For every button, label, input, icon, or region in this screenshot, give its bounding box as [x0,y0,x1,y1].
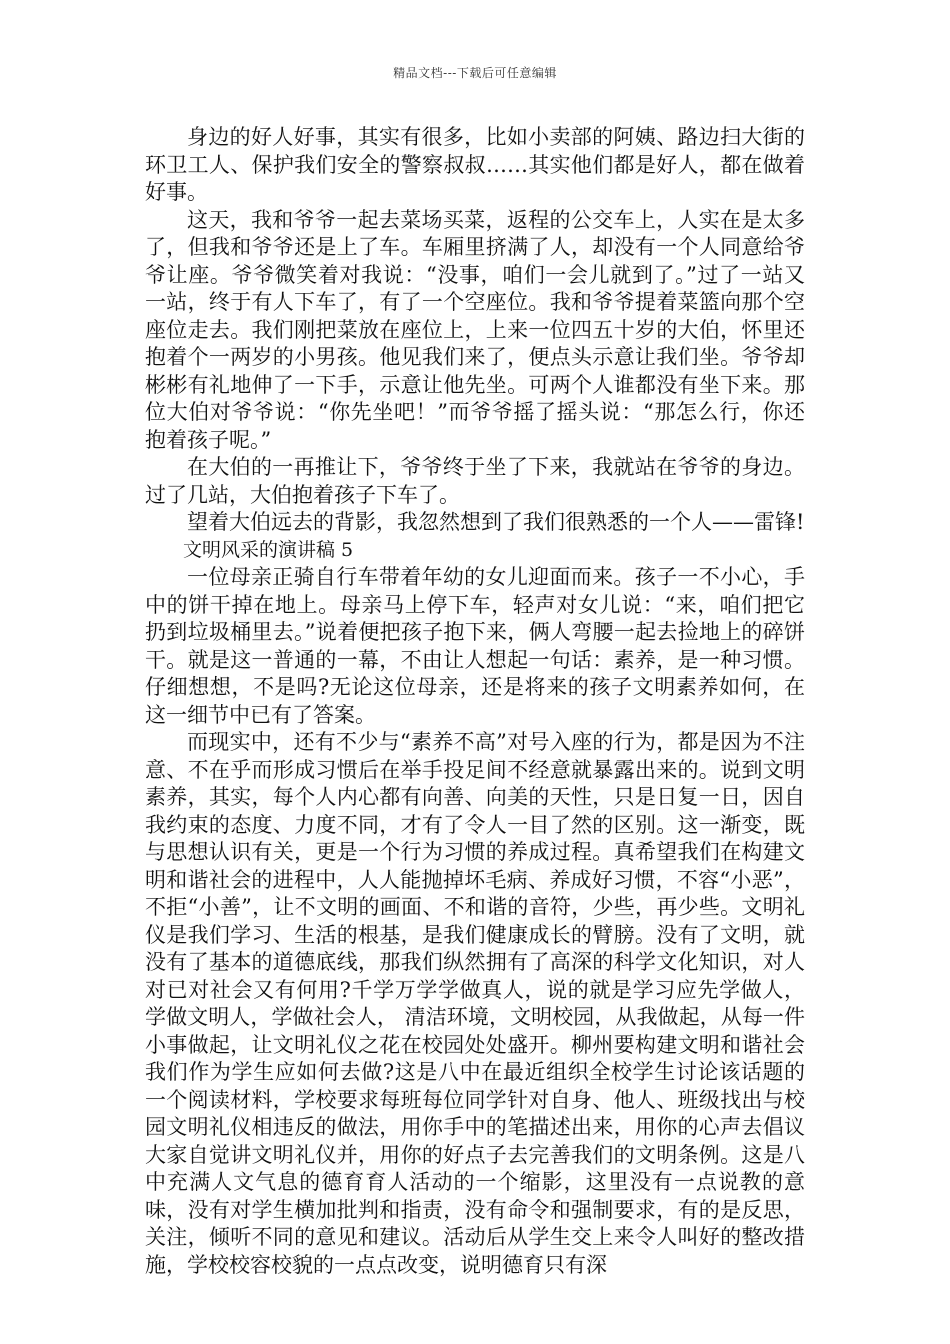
paragraph: 这天，我和爷爷一起去菜场买菜，返程的公交车上，人实在是太多了，但我和爷爷还是上了车。车厢里挤满了人，却没有一个人同意给爷爷让座。爷爷微笑着对我说：“没事，咱们一会儿就到了。”过了一站又一站，终于有人下车了，有了一个空座位。我和爷爷提着菜篮向那个空座位走去。我们刚把菜放在座位上，上来一位四五十岁的大伯，怀里还抱着个一两岁的小男孩。他见我们来了，便点头示意让我们坐。爷爷却彬彬有礼地伸了一下手，示意让他先坐。可两个人谁都没有坐下来。那位大伯对爷爷说：“你先坐吧！”而爷爷摇了摇头说：“那怎么行，你还抱着孩子呢。” [145,207,805,452]
paragraph: 一位母亲正骑自行车带着年幼的女儿迎面而来。孩子一不小心，手中的饼干掉在地上。母亲马上停下车，轻声对女儿说：“来，咱们把它扔到垃圾桶里去。”说着便把孩子抱下来，俩人弯腰一起去捡地上的碎饼干。就是这一普通的一幕，不由让人想起一句话：素养，是一种习惯。仔细想想，不是吗?无论这位母亲，还是将来的孩子文明素养如何，在这一细节中已有了答案。 [145,565,805,727]
section-title: 文明风采的演讲稿 5 [183,538,354,561]
page-header: 精品文档---下载后可任意编辑 [393,66,557,80]
paragraph: 身边的好人好事，其实有很多，比如小卖部的阿姨、路边扫大街的环卫工人、保护我们安全的警察叔叔……其实他们都是好人，都在做着好事。 [145,125,805,204]
paragraph: 而现实中，还有不少与“素养不高”对号入座的行为，都是因为不注意、不在乎而形成习惯后在举手投足间不经意就暴露出来的。说到文明素养，其实，每个人内心都有向善、向美的天性，只是日复一日，因自我约束的态度、力度不同，才有了令人一目了然的区别。这一渐变，既与思想认识有关，更是一个行为习惯的养成过程。真希望我们在构建文明和谐社会的进程中，人人能抛掉坏毛病、养成好习惯，不容“小恶”，不拒“小善”，让不文明的画面、不和谐的音符，少些，再少些。文明礼仪是我们学习、生活的根基，是我们健康成长的臂膀。没有了文明，就没有了基本的道德底线，那我们纵然拥有了高深的科学文化知识，对人对已对社会又有何用?千学万学学做真人，说的就是学习应先学做人，学做文明人，学做社会人， 清洁环境，文明校园，从我做起，从每一件小事做起，让文明礼仪之花在校园处处盛开。柳州要构建文明和谐社会我们作为学生应如何去做?这是八中在最近组织全校学生讨论该话题的一个阅读材料，学校要求每班每位同学针对自身、他人、班级找出与校园文明礼仪相违反的做法，用你手中的笔描述出来，用你的心声去倡议大家自觉讲文明礼仪并，用你的好点子去完善我们的文明条例。这是八中充满人文气息的德育育人活动的一个缩影，这里没有一点说教的意味，没有对学生横加批判和指责，没有命令和强制要求，有的是反思，关注，倾听不同的意见和建议。活动后从学生交上来令人叫好的整改措施，学校校容校貌的一点点改变，说明德育只有深 [145,730,805,1277]
document-body [145,124,805,1279]
paragraph: 在大伯的一再推让下，爷爷终于坐了下来，我就站在爷爷的身边。过了几站，大伯抱着孩子下车了。 [145,455,805,507]
paragraph: 望着大伯远去的背影，我忽然想到了我们很熟悉的一个人——雷锋! [187,510,805,534]
